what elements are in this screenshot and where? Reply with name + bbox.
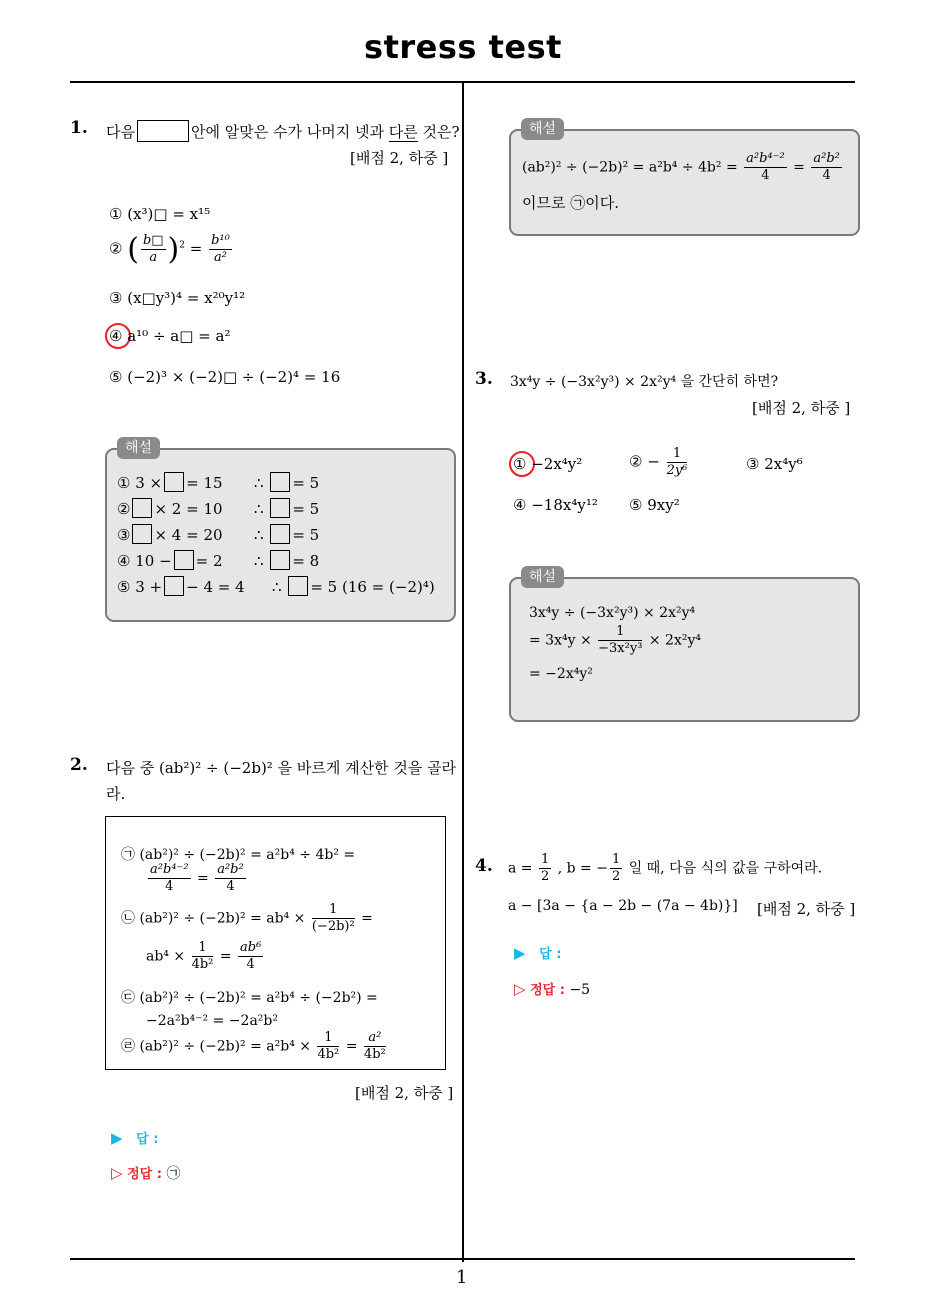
q3-sol-line-3: = −2x⁴y² bbox=[529, 666, 593, 682]
q1-sol-row-3: ③ × 4 = 20 bbox=[117, 526, 223, 544]
q2-solution-tag: 해설 bbox=[521, 118, 564, 140]
q3-sol-line-2: = 3x⁴y × $\frac{1}{\text{−3x²y³}}$ × 2x²y⁴ bbox=[529, 624, 701, 656]
q2-statement-b-line1: ㉡ (ab²)² ÷ (−2b)² = ab⁴ × $\frac{1}{\text{(−2b)²}}$ = bbox=[121, 902, 373, 934]
q2-statement-d: ㉣ (ab²)² ÷ (−2b)² = a²b⁴ × $\frac{1}{\text{4b²}}$ = $\frac{\text{a²}}{\text{4b²}}$ bbox=[121, 1030, 386, 1062]
q4-answer-line[interactable]: ▶ 답 : bbox=[514, 944, 562, 962]
q2-statement-c-line2: −2a²b⁴⁻² = −2a²b² bbox=[146, 1013, 278, 1029]
q4-correct-answer: ▷ 정답 : −5 bbox=[514, 980, 591, 998]
q1-underlined-word: 다른 bbox=[388, 123, 418, 141]
q1-sol-row-4: ④ 10 − = 2 bbox=[117, 552, 223, 570]
q2-prompt-line2: 라. bbox=[106, 785, 126, 803]
q2-statement-a-line2: $\frac{\text{a²b⁴⁻²}}{4}$ = $\frac{\text{a²b²}}{4}$ bbox=[150, 862, 244, 894]
q1-sol-row-1-result: ∴ = 5 bbox=[254, 474, 320, 492]
q1-sol-row-1: ① 3 × = 15 bbox=[117, 474, 223, 492]
q1-blank-box bbox=[137, 120, 189, 142]
q1-sol-row-3-result: ∴ = 5 bbox=[254, 526, 320, 544]
q3-choice-4[interactable]: ④ −18x⁴y¹² bbox=[513, 496, 598, 514]
q2-statement-c-line1: ㉢ (ab²)² ÷ (−2b)² = a²b⁴ ÷ (−2b²) = bbox=[121, 990, 378, 1006]
q3-meta: [배점 2, 하중 ] bbox=[752, 399, 851, 417]
q2-correct-answer: ▷ 정답 : ㉠ bbox=[111, 1164, 181, 1182]
q1-choice-2[interactable]: ② ( $\frac{b□}{a}$ )$^2$ = $\frac{\text{b¹⁰}}{\text{a²}}$ bbox=[109, 232, 230, 267]
q1-choice-1[interactable]: ① (x³)□ = x¹⁵ bbox=[109, 205, 211, 223]
q2-answer-line[interactable]: ▶ 답 : bbox=[111, 1129, 159, 1147]
outline-triangle-icon: ▷ bbox=[111, 1164, 123, 1182]
q1-choice-5[interactable]: ⑤ (−2)³ × (−2)□ ÷ (−2)⁴ = 16 bbox=[109, 368, 341, 386]
q1-solution-tag: 해설 bbox=[117, 437, 160, 459]
page-title: stress test bbox=[364, 28, 562, 66]
page-number: 1 bbox=[456, 1267, 468, 1288]
q3-number: 3. bbox=[475, 369, 493, 389]
q1-choice-3[interactable]: ③ (x□y³)⁴ = x²⁰y¹² bbox=[109, 289, 246, 307]
q3-choice-1[interactable]: ① −2x⁴y² bbox=[513, 455, 583, 473]
q2-prompt-line1: 다음 중 (ab²)² ÷ (−2b)² 을 바르게 계산한 것을 골라 bbox=[106, 759, 457, 777]
q1-choice-4[interactable]: ④ a¹⁰ ÷ a□ = a² bbox=[109, 327, 231, 345]
q1-sol-row-5: ⑤ 3 + − 4 = 4 bbox=[117, 578, 245, 596]
q3-solution-tag: 해설 bbox=[521, 566, 564, 588]
q3-prompt: 3x⁴y ÷ (−3x²y³) × 2x²y⁴ 을 간단히 하면? bbox=[510, 374, 779, 390]
q1-sol-row-2: ② × 2 = 10 bbox=[117, 500, 223, 518]
q2-meta: [배점 2, 하중 ] bbox=[355, 1084, 454, 1102]
q2-solution-equation: (ab²)² ÷ (−2b)² = a²b⁴ ÷ 4b² = $\frac{\text{a²b⁴⁻²}}{4}$ = $\frac{\text{a²b²}}{4}$ bbox=[522, 151, 840, 183]
q2-solution-tail: 이므로 ㉠이다. bbox=[522, 194, 619, 212]
q4-meta: [배점 2, 하중 ] bbox=[757, 900, 856, 918]
q4-number: 4. bbox=[475, 856, 493, 876]
q2-number: 2. bbox=[70, 755, 88, 775]
play-triangle-icon: ▶ bbox=[514, 944, 526, 962]
play-triangle-icon: ▶ bbox=[111, 1129, 123, 1147]
q4-prompt: a = $\frac{1}{2}$ , b = − $\frac{1}{2}$ 일 때, 다음 식의 값을 구하여라. bbox=[508, 852, 823, 884]
q1-number: 1. bbox=[70, 118, 88, 138]
q3-sol-line-1: 3x⁴y ÷ (−3x²y³) × 2x²y⁴ bbox=[529, 605, 696, 621]
q4-expression: a − [3a − {a − 2b − (7a − 4b)}] bbox=[508, 898, 738, 914]
q1-prompt: 다음 안에 알맞은 수가 나머지 넷과 다른 것은? bbox=[106, 120, 460, 142]
q3-choice-5[interactable]: ⑤ 9xy² bbox=[629, 496, 680, 514]
footer-rule bbox=[70, 1258, 855, 1260]
column-divider bbox=[462, 82, 464, 1262]
q1-sol-row-2-result: ∴ = 5 bbox=[254, 500, 320, 518]
q1-meta: [배점 2, 하중 ] bbox=[350, 149, 449, 167]
q1-sol-row-5-result: ∴ = 5 (16 = (−2)⁴) bbox=[272, 578, 435, 596]
q3-choice-2[interactable]: ② − $\frac{1}{\text{2y⁶}}$ bbox=[629, 446, 688, 478]
outline-triangle-icon: ▷ bbox=[514, 980, 526, 998]
q1-sol-row-4-result: ∴ = 8 bbox=[254, 552, 320, 570]
q3-choice-3[interactable]: ③ 2x⁴y⁶ bbox=[746, 455, 803, 473]
q2-statement-b-line2: ab⁴ × $\frac{1}{\text{4b²}}$ = $\frac{\text{ab⁶}}{4}$ bbox=[146, 940, 262, 972]
q2-statement-a-line1: ㉠ (ab²)² ÷ (−2b)² = a²b⁴ ÷ 4b² = bbox=[121, 847, 356, 863]
